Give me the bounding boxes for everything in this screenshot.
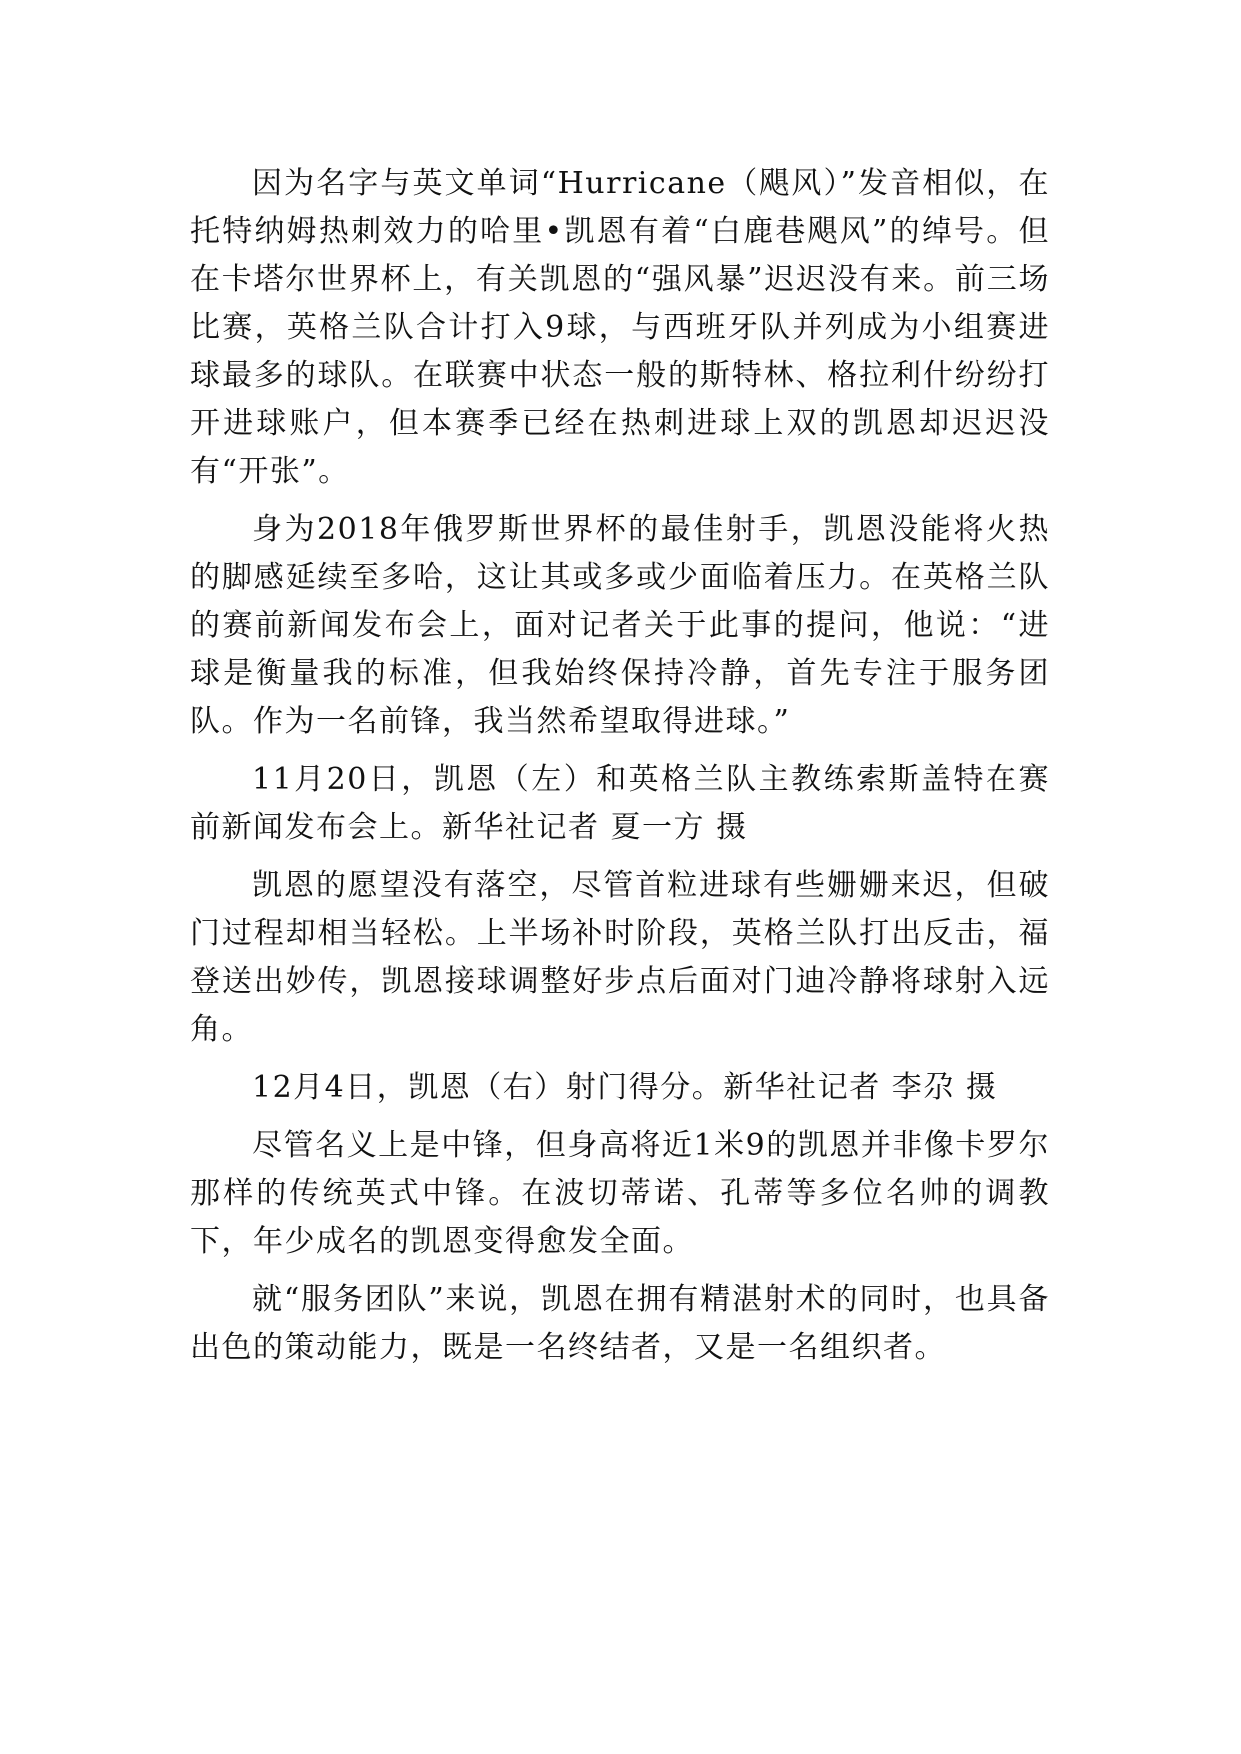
- paragraph-hurricane-nickname: 因为名字与英文单词“Hurricane（飓风）”发音相似，在托特纳姆热刺效力的哈里•凯恩有着“白鹿巷飓风”的绰号。但在卡塔尔世界杯上，有关凯恩的“强风暴”迟迟没有来。前三场比赛，英格兰队合计打入9球，与西班牙队并列成为小组赛进球最多的球队。在联赛中状态一般的斯特林、格拉利什纷纷打开进球账户，但本赛季已经在热刺进球上双的凯恩却迟迟没有“开张”。: [190, 166, 1050, 489]
- paragraph-golden-boot-pressure: 身为2018年俄罗斯世界杯的最佳射手，凯恩没能将火热的脚感延续至多哈，这让其或多或少面临着压力。在英格兰队的赛前新闻发布会上，面对记者关于此事的提问，他说：“进球是衡量我的标准，但我始终保持冷静，首先专注于服务团队。作为一名前锋，我当然希望取得进球。”: [190, 512, 1050, 739]
- article-body: [190, 160, 1050, 1372]
- photo-caption-press-conference: 11月20日，凯恩（左）和英格兰队主教练索斯盖特在赛前新闻发布会上。新华社记者 夏一方 摄: [190, 762, 1050, 845]
- paragraph-serving-team: 就“服务团队”来说，凯恩在拥有精湛射术的同时，也具备出色的策动能力，既是一名终结者，又是一名组织者。: [190, 1282, 1050, 1365]
- photo-caption-goal: 12月4日，凯恩（右）射门得分。新华社记者 李尕 摄: [252, 1070, 998, 1105]
- paragraph-first-goal: 凯恩的愿望没有落空，尽管首粒进球有些姗姗来迟，但破门过程却相当轻松。上半场补时阶段，英格兰队打出反击，福登送出妙传，凯恩接球调整好步点后面对门迪冷静将球射入远角。: [190, 868, 1050, 1047]
- paragraph-all-round-striker: 尽管名义上是中锋，但身高将近1米9的凯恩并非像卡罗尔那样的传统英式中锋。在波切蒂诺、孔蒂等多位名帅的调教下，年少成名的凯恩变得愈发全面。: [190, 1128, 1050, 1259]
